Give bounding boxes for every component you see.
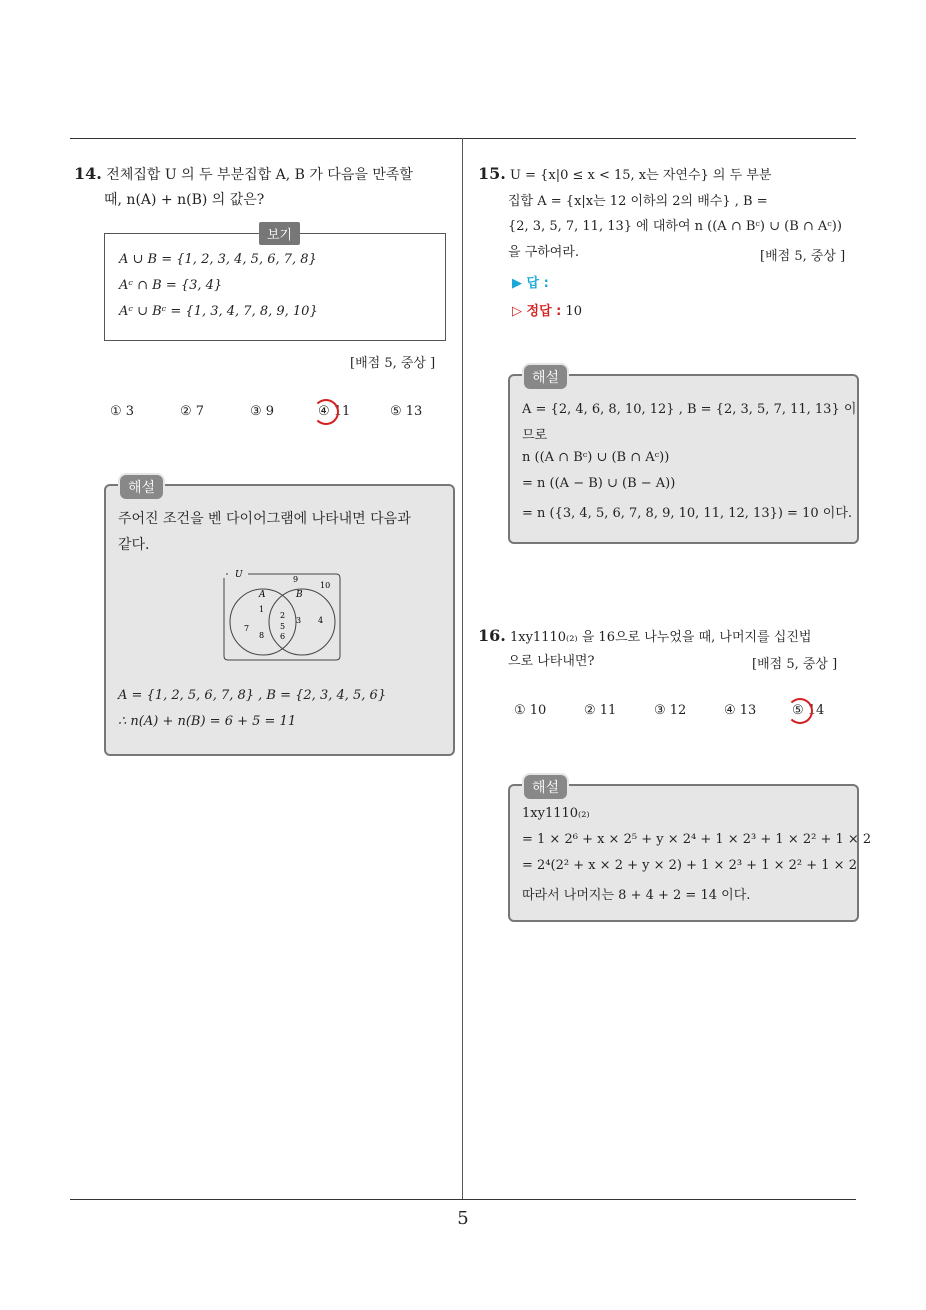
result-line-2: ∴ n(A) + n(B) = 6 + 5 = 11: [118, 714, 297, 729]
choice-3[interactable]: ③ 9: [250, 404, 275, 419]
correct-answer: [512, 300, 582, 319]
solution-line-1: 1xy1110₍₂₎: [522, 806, 590, 821]
solution-line-4: 따라서 나머지는 8 + 4 + 2 = 14 이다.: [522, 888, 751, 903]
solution-line-2: 므로: [522, 428, 548, 443]
solution-line-3: n ((A ∩ Bᶜ) ∪ (B ∩ Aᶜ)): [522, 450, 670, 465]
solution-label: 해설: [522, 363, 569, 391]
venn-num: 7: [244, 624, 250, 633]
question-14-number: 14.: [74, 164, 102, 183]
question-16-score: [배점 5, 중상 ]: [752, 657, 838, 672]
venn-num: 5: [280, 622, 286, 631]
solution-line-1: 주어진 조건을 벤 다이어그램에 나타내면 다음과: [118, 511, 411, 527]
solution-line-2: = 1 × 2⁶ + x × 2⁵ + y × 2⁴ + 1 × 2³ + 1 × 2² + 1 × 2: [522, 832, 872, 847]
page-number: 5: [457, 1208, 469, 1229]
solution-label: 해설: [118, 473, 165, 501]
choice-1[interactable]: ① 3: [110, 404, 135, 419]
venn-num: 2: [280, 611, 286, 620]
choice-2[interactable]: ② 11: [584, 703, 617, 718]
venn-diagram: [218, 566, 344, 666]
column-divider: [462, 138, 463, 1200]
result-line-1: A = {1, 2, 5, 6, 7, 8} , B = {2, 3, 4, 5, 6}: [118, 688, 387, 703]
venn-label-u: U: [235, 570, 243, 580]
question-15-line4: 을 구하여라.: [508, 245, 580, 260]
question-16-number: 16.: [478, 626, 506, 645]
solution-line-5: = n ({3, 4, 5, 6, 7, 8, 9, 10, 11, 12, 13}) = 10 이다.: [522, 506, 853, 521]
bogi-line-3: Aᶜ ∪ Bᶜ = {1, 3, 4, 7, 8, 9, 10}: [119, 304, 318, 319]
bogi-box: [104, 228, 446, 341]
question-14-solution: [104, 480, 455, 756]
solution-line-4: = n ((A − B) ∪ (B − A)): [522, 476, 676, 491]
choice-5[interactable]: ⑤ 13: [390, 404, 423, 419]
question-15-solution: [508, 370, 859, 544]
venn-num: 8: [259, 631, 265, 640]
choice-5[interactable]: ⑤ 14: [792, 703, 825, 718]
question-15-number: 15.: [478, 164, 506, 183]
solution-line-2: 같다.: [118, 537, 150, 553]
bogi-label: 보기: [259, 222, 300, 245]
venn-label-a: A: [259, 590, 266, 600]
question-15-line2: 집합 A = {x|x는 12 이하의 2의 배수} , B =: [508, 194, 768, 209]
correct-value: 10: [565, 304, 583, 319]
question-14-line2: 때, n(A) + n(B) 의 값은?: [104, 192, 265, 208]
choice-4[interactable]: ④ 11: [318, 404, 351, 419]
answer-label: ▶ 답 :: [512, 276, 549, 291]
question-15-line1: 15. U = {x|0 ≤ x < 15, x는 자연수} 의 두 부분: [478, 164, 772, 183]
venn-num: 4: [318, 616, 324, 625]
venn-num: 1: [259, 605, 265, 614]
bogi-line-1: A ∪ B = {1, 2, 3, 4, 5, 6, 7, 8}: [119, 252, 317, 267]
choice-2[interactable]: ② 7: [180, 404, 205, 419]
question-16-solution: [508, 780, 872, 922]
header-rule: [70, 138, 856, 139]
venn-num: 6: [280, 632, 286, 641]
answer-mark-circle: [787, 698, 813, 724]
choice-1[interactable]: ① 10: [514, 703, 547, 718]
solution-line-3: = 2⁴(2² + x × 2 + y × 2) + 1 × 2³ + 1 × 2² + 1 × 2: [522, 858, 857, 873]
question-14-line1: 14. 전체집합 U 의 두 부분집합 A, B 가 다음을 만족할: [74, 164, 413, 183]
question-16-line1: 16. 1xy1110₍₂₎ 을 16으로 나누었을 때, 나머지를 십진법: [478, 626, 812, 645]
question-15-line3: {2, 3, 5, 7, 11, 13} 에 대하여 n ((A ∩ Bᶜ) ∪ (B ∩ Aᶜ)): [508, 219, 842, 234]
venn-num: 3: [296, 616, 302, 625]
solution-label: 해설: [522, 773, 569, 801]
venn-num: 9: [293, 575, 299, 584]
bogi-line-2: Aᶜ ∩ B = {3, 4}: [119, 278, 223, 293]
venn-num: 10: [320, 581, 331, 590]
answer-mark-circle: [313, 399, 339, 425]
correct-label: ▷ 정답 :: [512, 304, 562, 319]
footer-rule: [70, 1199, 856, 1200]
solution-line-1: A = {2, 4, 6, 8, 10, 12} , B = {2, 3, 5, 7, 11, 13} 이: [522, 402, 857, 417]
venn-label-b: B: [296, 590, 303, 600]
question-14-score: [배점 5, 중상 ]: [350, 356, 436, 371]
question-16-line2: 으로 나타내면?: [508, 654, 595, 669]
choice-3[interactable]: ③ 12: [654, 703, 687, 718]
choice-4[interactable]: ④ 13: [724, 703, 757, 718]
question-15-score: [배점 5, 중상 ]: [760, 249, 846, 264]
answer-field[interactable]: [512, 272, 549, 291]
